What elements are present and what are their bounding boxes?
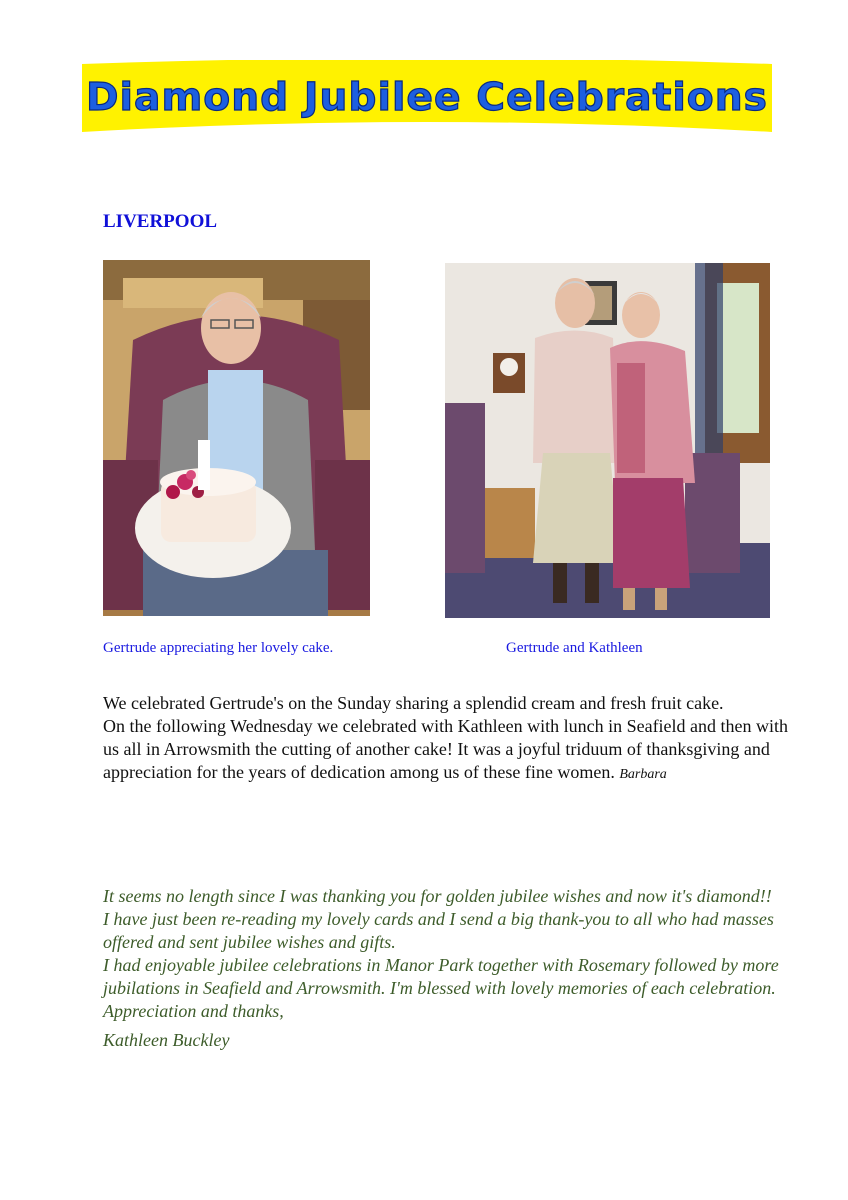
photo-gertrude-kathleen bbox=[445, 263, 770, 618]
report-paragraph: We celebrated Gertrude's on the Sunday sharing a splendid cream and fresh fruit cake. bbox=[103, 693, 724, 713]
letter-paragraph: Appreciation and thanks, bbox=[103, 1001, 284, 1021]
jubilee-banner bbox=[82, 60, 772, 132]
letter-paragraph: It seems no length since I was thanking you for golden jubilee wishes and now it's diamond!! bbox=[103, 886, 772, 906]
report-body bbox=[103, 692, 803, 786]
photo-caption-left: Gertrude appreciating her lovely cake. bbox=[103, 640, 334, 656]
section-heading: LIVERPOOL bbox=[103, 211, 218, 232]
letter-paragraph: I have just been re-reading my lovely cards and I send a big thank-you to all who had masses offered and sent jubilee wishes and gifts. bbox=[103, 909, 774, 952]
report-paragraph-text: On the following Wednesday we celebrated with Kathleen with lunch in Seafield and then with us all in Arrowsmith the cutting of another cake! It was a joyful triduum of thanksgiving and appreciation for the years of dedication among us of these fine women. bbox=[103, 716, 789, 782]
photo-gertrude-cake bbox=[103, 260, 370, 616]
report-author: Barbara bbox=[619, 767, 667, 782]
banner-title: Diamond Jubilee Celebrations bbox=[86, 75, 768, 119]
letter-paragraph: I had enjoyable jubilee celebrations in Manor Park together with Rosemary followed by more jubilations in Seafield and Arrowsmith. I'm blessed with lovely memories of each celebration. bbox=[103, 955, 779, 998]
thank-you-letter bbox=[103, 885, 803, 1052]
photo-caption-right: Gertrude and Kathleen bbox=[506, 640, 643, 656]
report-paragraph bbox=[103, 715, 803, 786]
letter-signature: Kathleen Buckley bbox=[103, 1030, 230, 1050]
